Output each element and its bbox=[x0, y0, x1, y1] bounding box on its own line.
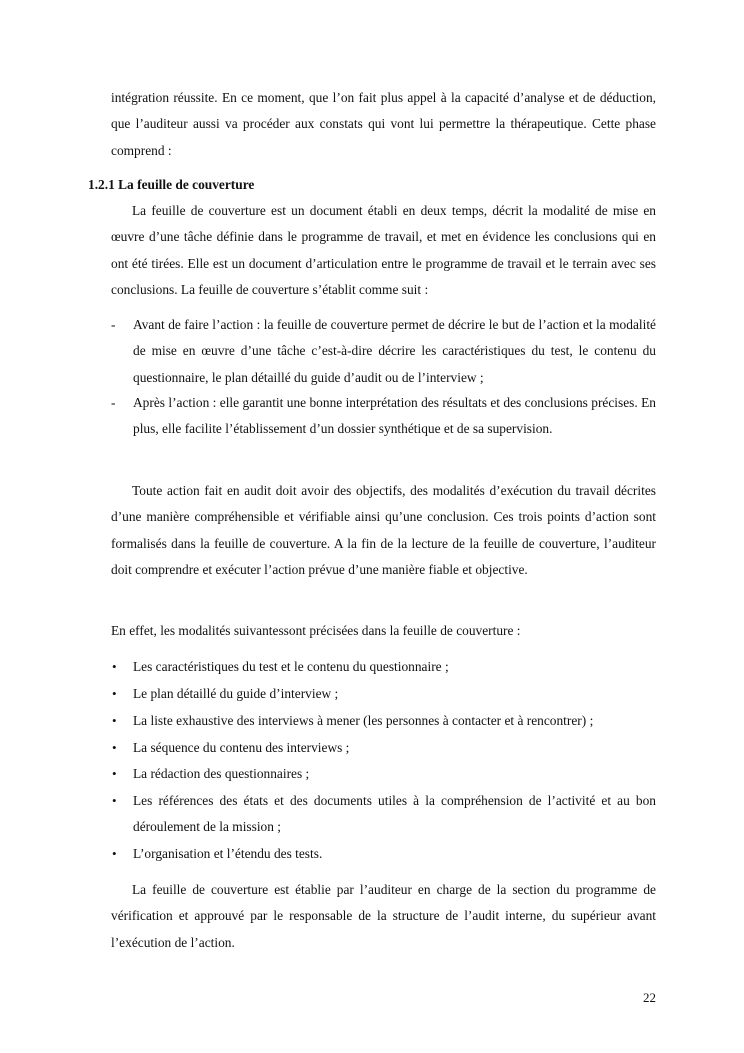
bullet-marker: • bbox=[112, 659, 117, 674]
bullet-list-item-text: La séquence du contenu des interviews ; bbox=[133, 740, 350, 755]
bullet-marker: • bbox=[112, 793, 117, 808]
dash-list-item-text: Après l’action : elle garantit une bonne interprétation des résultats et des conclusions précises. En plus, elle facilite l’établissement d’un dossier synthétique et de sa supervision. bbox=[133, 395, 656, 437]
bullet-marker: • bbox=[112, 740, 117, 755]
bullet-list-item-text: La rédaction des questionnaires ; bbox=[133, 766, 310, 781]
bullet-marker: • bbox=[112, 846, 117, 861]
page-number: 22 bbox=[643, 990, 656, 1005]
dash-list-item-text: Avant de faire l’action : la feuille de couverture permet de décrire le but de l’action et la modalité de mise en œuvre d’une tâche c’est-à-dire décrire les caractéristiques du test, le contenu du questionnaire, le plan détaillé du guide d’audit ou de l’interview ; bbox=[133, 317, 656, 385]
dash-marker: - bbox=[111, 395, 116, 410]
section-heading: 1.2.1 La feuille de couverture bbox=[88, 177, 255, 192]
bullet-list-item-text: La liste exhaustive des interviews à mener (les personnes à contacter et à rencontrer) ; bbox=[133, 713, 594, 728]
bullet-list-item-text: L’organisation et l’étendu des tests. bbox=[133, 846, 323, 861]
effect-paragraph: En effet, les modalités suivantessont précisées dans la feuille de couverture : bbox=[111, 623, 521, 638]
closing-paragraph: La feuille de couverture est établie par l’auditeur en charge de la section du programme de vérification et approuvé par le responsable de la structure de l’audit interne, du supérieur avant l’exécution de l’action. bbox=[111, 882, 656, 950]
bullet-marker: • bbox=[112, 713, 117, 728]
dash-marker: - bbox=[111, 317, 116, 332]
bullet-marker: • bbox=[112, 686, 117, 701]
intro-paragraph: intégration réussite. En ce moment, que l’on fait plus appel à la capacité d’analyse et de déduction, que l’auditeur aussi va procéder aux constats qui vont lui permettre la thérapeutique. Cette phase comprend : bbox=[111, 90, 656, 158]
definition-paragraph: La feuille de couverture est un document établi en deux temps, décrit la modalité de mise en œuvre d’une tâche définie dans le programme de travail, et met en évidence les conclusions qui en ont été tirées. Elle est un document d’articulation entre le programme de travail et le terrain avec ses conclusions. La feuille de couverture s’établit comme suit : bbox=[111, 203, 656, 297]
bullet-list-item-text: Le plan détaillé du guide d’interview ; bbox=[133, 686, 339, 701]
bullet-list-item-text: Les caractéristiques du test et le contenu du questionnaire ; bbox=[133, 659, 449, 674]
bullet-list-item-text: Les références des états et des documents utiles à la compréhension de l’activité et au bon déroulement de la mission ; bbox=[133, 793, 656, 835]
objectives-paragraph: Toute action fait en audit doit avoir des objectifs, des modalités d’exécution du travail décrites d’une manière compréhensible et vérifiable ainsi qu’une conclusion. Ces trois points d’action sont formalisés dans la feuille de couverture. A la fin de la lecture de la feuille de couverture, l’auditeur doit comprendre et exécuter l’action prévue d’une manière fiable et objective. bbox=[111, 483, 656, 577]
bullet-marker: • bbox=[112, 766, 117, 781]
